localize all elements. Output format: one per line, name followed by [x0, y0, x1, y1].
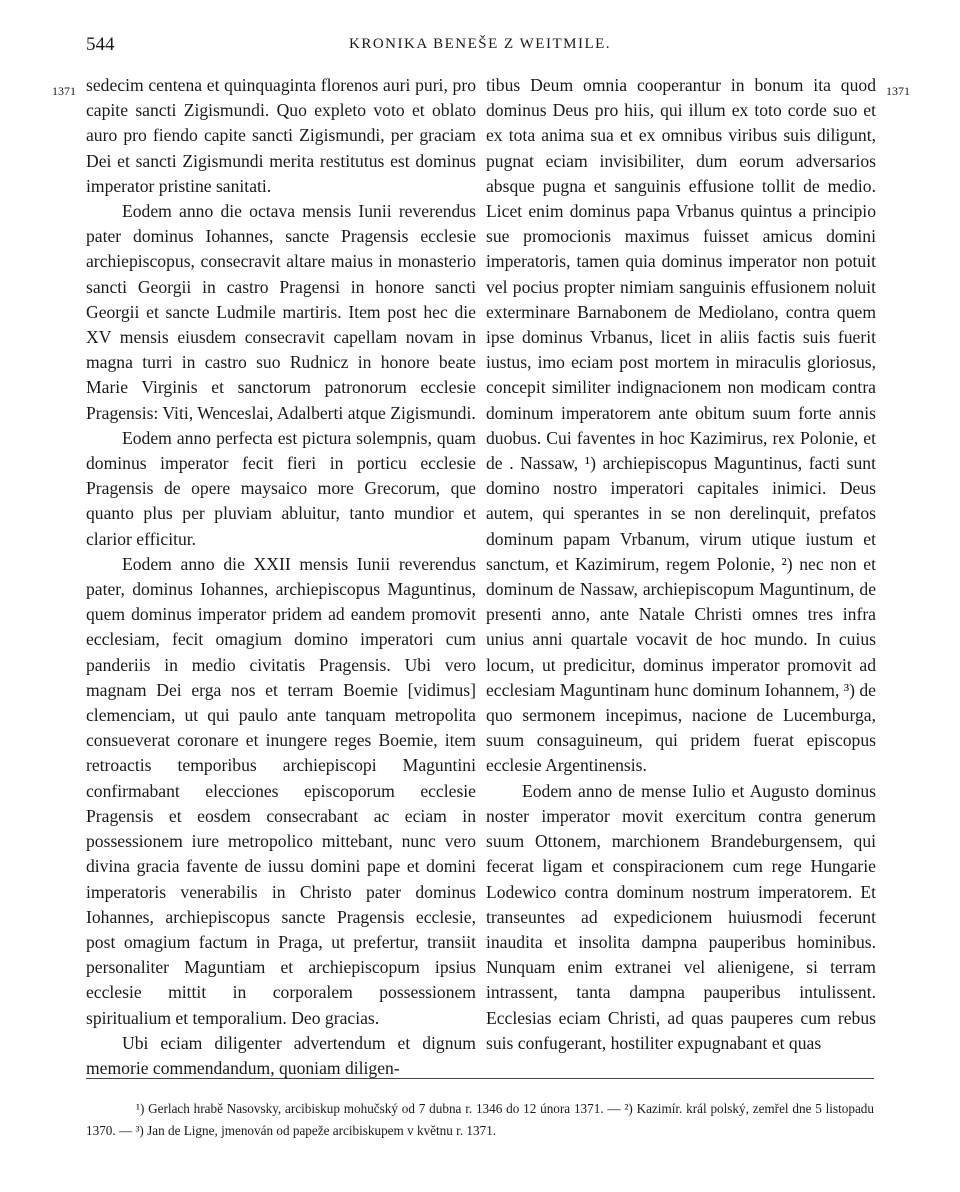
- paragraph: Eodem anno de mense Iulio et Augusto dominus noster imperator movit exercitum contra generum suum Ottonem, marchionem Brandeburgensem, qui fecerat ligam et conspiracionem cum rege Hungarie Lodewico contra dominum nostrum imperatorem. Et transeuntes ad expedicionem huiusmodi fecerunt inaudita et insolita dampna pauperibus hominibus. Nunquam enim extranei vel alienigene, si terram intrassent, tanta dampna pauperibus intulissent. Ecclesias eciam Christi, ad quas pauperes cum rebus suis confugerant, hostiliter expugnabant et quas: [486, 780, 876, 1053]
- paragraph: tibus Deum omnia cooperantur in bonum ita quod dominus Deus pro hiis, qui illum ex toto corde suo et ex tota anima sua et ex omnibus viribus suis diligunt, pugnat eciam invisibiliter, dum eorum adversarios absque pugna et sanguinis effusione tollit de medio. Licet enim dominus papa Vrbanus quintus a principio sue promocionis maximus fuisset amicus domini imperatoris, tamen quia dominus imperator non potuit vel pocius propter nimiam sanguinis effusionem noluit exterminare Barnabonem de Mediolano, contra quem ipse dominus Vrbanus, licet in aliis factis suis fuerit iustus, imo eciam post mortem in miraculis gloriosus, concepit similiter indignacionem non modicam contra dominum imperatorem ante obitum suum forte annis duobus. Cui faventes in hoc Kazimirus, rex Polonie, et de . Nassaw, ¹) archiepiscopus Maguntinus, facti sunt domino nostro imperatori capitales inimici. Deus autem, qui sperantes in se non derelinquit, prefatos dominum papam Vrbanum, virum utique iustum et sanctum, et Kazimirum, regem Polonie, ²) nec non et dominum de Nassaw, archiepiscopum Maguntinum, de presenti anno, ante Natale Christi omnes tres infra unius anni quartale vocavit de hoc mundo. In cuius locum, ut predicitur, dominus imperator promovit ad ecclesiam Maguntinam hunc dominum Iohannem, ³) de quo sermonem incepimus, nacione de Lucemburga, suum consaguineum, qui pridem fuerat episcopus ecclesie Argentinensis.: [486, 75, 876, 776]
- margin-year-right: 1371: [886, 84, 910, 98]
- margin-year-left: 1371: [52, 84, 76, 98]
- left-column: [86, 73, 476, 1081]
- page-header: [86, 34, 874, 58]
- paragraph: Ubi eciam diligenter advertendum et dignum memorie commendandum, quoniam diligen-: [86, 1032, 476, 1078]
- paragraph: sedecim centena et quinquaginta florenos auri puri, pro capite sancti Zigismundi. Quo expleto voto et oblato auro pro fiendo capite sancti Zigismundi, per graciam Dei et sancti Zigismundi merita restitutus est dominus imperator pristine sanitati.: [86, 75, 476, 196]
- paragraph: Eodem anno die octava mensis Iunii reverendus pater dominus Iohannes, sancte Pragensis ecclesie archiepiscopus, consecravit altare maius in monasterio sancti Georgii in castro Pragensi in honore sancti Georgii et sancte Ludmile martiris. Item post hec die XV mensis eiusdem consecravit capellam novam in magna turri in castro suo Rudnicz in honore beate Marie Virginis et sanctorum patronorum ecclesie Pragensis: Viti, Wenceslai, Adalberti atque Zigismundi.: [86, 201, 476, 423]
- footnote-divider: [86, 1078, 874, 1079]
- right-column: [486, 73, 876, 1056]
- footnotes: [86, 1098, 874, 1142]
- running-title: KRONIKA BENEŠE Z WEITMILE.: [348, 36, 612, 52]
- footnote-text: ¹) Gerlach hrabě Nasovsky, arcibiskup mohučský od 7 dubna r. 1346 do 12 února 1371. — ²) Kazimír. král polský, zemřel dne 5 listopadu 1370. — ³) Jan de Ligne, jmenován od papeže arcibiskupem v květnu r. 1371.: [86, 1101, 874, 1138]
- paragraph: Eodem anno die XXII mensis Iunii reverendus pater, dominus Iohannes, archiepiscopus Maguntinus, quem dominus imperator pridem ad eandem promovit ecclesiam, fecit omagium domino imperatori cum panderiis in medio civitatis Pragensis. Ubi vero magnam Dei erga nos et terram Boemie [vidimus] clemenciam, ut qui paulo ante tanquam metropolita consueverat coronare et inungere reges Boemie, item retroactis temporibus archiepiscopi Maguntini confirmabant elecciones episcoporum ecclesie Pragensis et eosdem consecrabant ac eciam in possessionem iure metropolico mittebant, nunc vero divina gracia favente de iussu domini pape et domini imperatoris venerabilis in Christo pater dominus Iohannes, archiepiscopus sancte Pragensis ecclesie, post omagium factum in Praga, ut prefertur, transiit personaliter Maguntiam et archiepiscopum ipsius ecclesie mittit in corporalem possessionem spiritualium et temporalium. Deo gracias.: [86, 553, 476, 1028]
- page-number: 544: [86, 34, 115, 55]
- paragraph: Eodem anno perfecta est pictura solempnis, quam dominus imperator fecit fieri in porticu ecclesie Pragensis de opere maysaico more Grecorum, que quanto plus per pluviam abluitur, tanto mundior et clarior efficitur.: [86, 427, 476, 549]
